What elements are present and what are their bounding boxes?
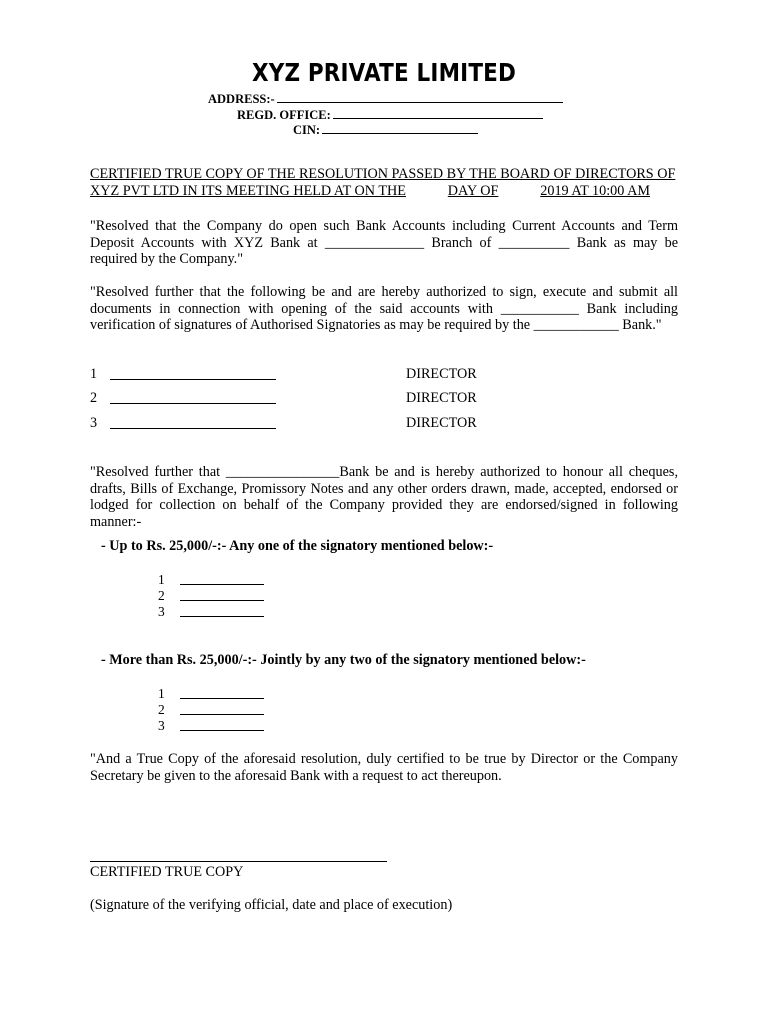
resolution-heading [90,166,678,200]
director-signature-line [110,403,276,404]
director-label: DIRECTOR [406,415,477,431]
signatory-line [180,714,264,715]
heading-meeting-text: XYZ PVT LTD IN ITS MEETING HELD AT ON THE [90,183,406,199]
regd-office-blank [333,107,543,119]
certified-true-copy-label: CERTIFIED TRUE COPY [90,864,244,880]
heading-line-2 [90,183,678,200]
signatory-number: 3 [158,604,165,619]
heading-day-text: DAY OF [447,183,499,199]
resolution-paragraph-3: "Resolved further that ________________Bank be and is hereby authorized to honour all cheques, drafts, Bills of Exchange, Promissory Notes and any other orders drawn, made, accepted, endorsed or lodged for collection on behalf of the Company provided they are endorsed/signed in following manner:- [90,464,678,530]
company-name: XYZ PRIVATE LIMITED [251,58,517,87]
heading-line-1-text: CERTIFIED TRUE COPY OF THE RESOLUTION PASSED BY THE BOARD OF DIRECTORS OF [90,166,676,182]
signatory-number: 2 [158,588,165,603]
director-label: DIRECTOR [406,366,477,382]
address-blank [277,91,563,103]
signatory-row [158,572,278,588]
upto-limit-heading: - Up to Rs. 25,000/-:- Any one of the signatory mentioned below:- [101,538,494,554]
certification-signature-line [90,861,387,862]
director-row [90,390,490,408]
address-label: ADDRESS:- [208,92,275,106]
regd-office-line [237,107,543,123]
signatory-number: 1 [158,686,165,701]
director-row [90,415,490,433]
signatory-line [180,584,264,585]
signatory-number: 2 [158,702,165,717]
resolution-paragraph-2: "Resolved further that the following be and are hereby authorized to sign, execute and submit all documents in connection with opening of the said accounts with ___________ Bank including verification of signatures of Authorised Signatories as may be required by the ____________ Bank." [90,284,678,333]
signatory-line [180,698,264,699]
heading-line-1 [90,166,678,183]
heading-time-text: 2019 AT 10:00 AM [540,183,650,199]
director-number: 1 [90,366,98,382]
signatory-row [158,588,278,604]
director-label: DIRECTOR [406,390,477,406]
director-signature-line [110,428,276,429]
director-number: 3 [90,415,98,431]
director-number: 2 [90,390,98,406]
cin-blank [322,122,478,134]
signatory-number: 3 [158,718,165,733]
signatory-row [158,604,278,620]
signatory-row [158,702,278,718]
resolution-paragraph-1: "Resolved that the Company do open such Bank Accounts including Current Accounts and Term Deposit Accounts with XYZ Bank at ______________ Branch of __________ Bank as may be required by the Company." [90,218,678,267]
signatory-line [180,616,264,617]
director-row [90,366,490,384]
address-line [208,91,563,107]
regd-office-label: REGD. OFFICE: [237,108,331,122]
director-signature-line [110,379,276,380]
cin-label: CIN: [293,123,321,137]
more-than-limit-heading: - More than Rs. 25,000/-:- Jointly by any two of the signatory mentioned below:- [101,652,586,668]
resolution-paragraph-4: "And a True Copy of the aforesaid resolution, duly certified to be true by Director or the Company Secretary be given to the aforesaid Bank with a request to act thereupon. [90,751,678,784]
signatory-line [180,730,264,731]
signatory-row [158,686,278,702]
signatory-line [180,600,264,601]
verification-note: (Signature of the verifying official, date and place of execution) [90,897,453,913]
cin-line [293,122,478,138]
signatory-number: 1 [158,572,165,587]
signatory-row [158,718,278,734]
